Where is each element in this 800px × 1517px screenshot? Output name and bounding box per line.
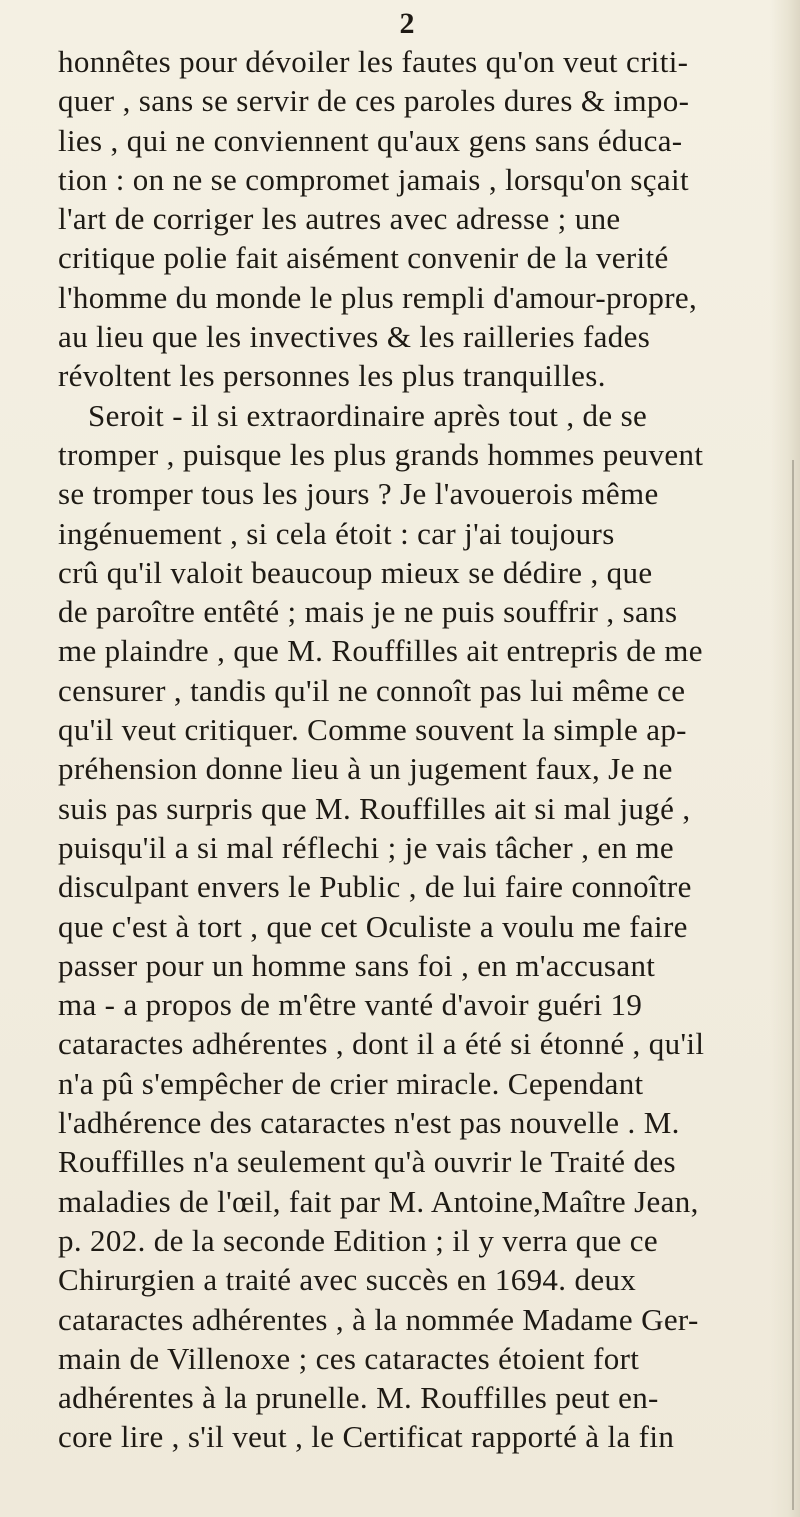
- text-line: core lire , s'il veut , le Certificat rapporté à la fin: [58, 1419, 675, 1455]
- text-line: lies , qui ne conviennent qu'aux gens sans éduca-: [58, 122, 683, 158]
- paragraph-start-line: Seroit - il si extraordinaire après tout , de se: [88, 397, 648, 433]
- text-line: honnêtes pour dévoiler les fautes qu'on veut criti-: [58, 44, 689, 79]
- text-line: me plaindre , que M. Rouffilles ait entrepris de me: [58, 633, 703, 669]
- text-line: Rouffilles n'a seulement qu'à ouvrir le Traité des: [58, 1144, 676, 1180]
- text-line: tromper , puisque les plus grands hommes peuvent: [58, 436, 704, 472]
- text-line: crû qu'il valoit beaucoup mieux se dédire , que: [58, 554, 653, 590]
- text-line: Chirurgien a traité avec succès en 1694. deux: [58, 1262, 637, 1298]
- text-line: main de Villenoxe ; ces cataractes étoient fort: [58, 1340, 640, 1376]
- text-line: préhension donne lieu à un jugement faux, Je ne: [58, 751, 673, 787]
- text-line: suis pas surpris que M. Rouffilles ait si mal jugé ,: [58, 790, 691, 826]
- text-line: puisqu'il a si mal réflechi ; je vais tâcher , en me: [58, 829, 675, 865]
- text-line: l'adhérence des cataractes n'est pas nouvelle . M.: [58, 1105, 680, 1141]
- text-line: maladies de l'œil, fait par M. Antoine,Maître Jean,: [58, 1183, 699, 1219]
- text-line: cataractes adhérentes , à la nommée Madame Ger-: [58, 1301, 699, 1337]
- text-line: que c'est à tort , que cet Oculiste a voulu me faire: [58, 908, 688, 944]
- text-line: disculpant envers le Public , de lui faire connoître: [58, 869, 692, 905]
- text-line: passer pour un homme sans foi , en m'accusant: [58, 947, 656, 983]
- text-line: quer , sans se servir de ces paroles dures & impo-: [58, 83, 690, 119]
- text-line: censurer , tandis qu'il ne connoît pas lui même ce: [58, 672, 686, 708]
- text-line: se tromper tous les jours ? Je l'avouerois même: [58, 476, 659, 512]
- body-text: [58, 42, 790, 1457]
- text-line: n'a pû s'empêcher de crier miracle. Cependant: [58, 1065, 644, 1101]
- text-line: au lieu que les invectives & les railleries fades: [58, 319, 651, 355]
- text-line: qu'il veut critiquer. Comme souvent la simple ap-: [58, 712, 687, 748]
- text-line: tion : on ne se compromet jamais , lorsqu'on sçait: [58, 161, 689, 197]
- page-number: 2: [399, 7, 415, 40]
- text-line: cataractes adhérentes , dont il a été si étonné , qu'il: [58, 1026, 705, 1062]
- text-line: l'art de corriger les autres avec adresse ; une: [58, 201, 621, 237]
- text-line: ingénuement , si cela étoit : car j'ai toujours: [58, 515, 615, 551]
- text-line: ma - a propos de m'être vanté d'avoir guéri 19: [58, 987, 643, 1023]
- text-line: de paroître entêté ; mais je ne puis souffrir , sans: [58, 594, 678, 630]
- text-line: l'homme du monde le plus rempli d'amour-propre,: [58, 279, 698, 315]
- text-line: révoltent les personnes les plus tranquilles.: [58, 358, 606, 394]
- text-line: critique polie fait aisément convenir de la verité: [58, 240, 669, 276]
- page-gutter-line: [792, 460, 794, 1510]
- text-line: p. 202. de la seconde Edition ; il y verra que ce: [58, 1222, 658, 1258]
- text-line: adhérentes à la prunelle. M. Rouffilles peut en-: [58, 1380, 659, 1416]
